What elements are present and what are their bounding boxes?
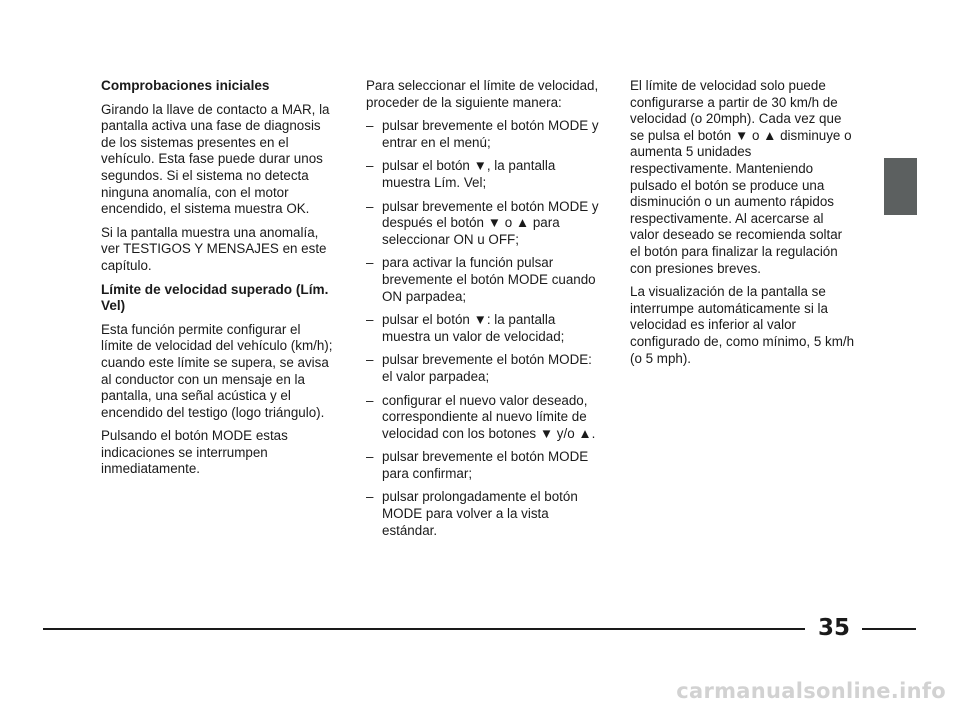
steps-list — [366, 118, 602, 539]
page-number: 35 — [817, 615, 850, 641]
footer-rule-right — [862, 628, 916, 630]
column-left — [101, 78, 333, 485]
list-item: – pulsar el botón ▼, la pantalla muestra Lím. Vel; — [366, 158, 602, 191]
paragraph: Girando la llave de contacto a MAR, la pantalla activa una fase de diagnosis de los sistemas presentes en el vehículo. Esta fase puede durar unos segundos. Si el sistema no detecta ninguna anomalía, con el motor encendido, el sistema muestra OK. — [101, 101, 330, 217]
paragraph: El límite de velocidad solo puede configurarse a partir de 30 km/h de velocidad (o 20mph). Cada vez que se pulsa el botón ▼ o ▲ disminuye o aumenta 5 unidades respectivamente. Manteniendo pulsado el botón se produce una disminución o un aumento rápidos respectivamente. Al acercarse al valor deseado se recomienda soltar el botón para finalizar la regulación con presiones breves. — [630, 78, 852, 276]
list-item: – pulsar brevemente el botón MODE y entrar en el menú; — [366, 118, 602, 151]
footer-rule-left — [43, 628, 805, 630]
list-item: – pulsar brevemente el botón MODE y después el botón ▼ o ▲ para seleccionar ON u OFF; — [366, 199, 602, 249]
list-item: – pulsar el botón ▼: la pantalla muestra un valor de velocidad; — [366, 312, 602, 345]
list-item: – pulsar prolongadamente el botón MODE para volver a la vista estándar. — [366, 489, 602, 539]
column-middle — [366, 78, 602, 546]
paragraph: La visualización de la pantalla se interrumpe automáticamente si la velocidad es inferior al valor configurado de, como mínimo, 5 km/h (o 5 mph). — [630, 284, 855, 366]
list-item: – pulsar brevemente el botón MODE para confirmar; — [366, 449, 602, 482]
list-item: – configurar el nuevo valor deseado, correspondiente al nuevo límite de velocidad con los botones ▼ y/o ▲. — [366, 393, 602, 443]
chapter-tab — [884, 158, 917, 215]
paragraph: Si la pantalla muestra una anomalía, ver TESTIGOS Y MENSAJES en este capítulo. — [101, 224, 327, 273]
watermark: carmanualsonline.info — [676, 679, 946, 703]
paragraph: Esta función permite configurar el límite de velocidad del vehículo (km/h); cuando este límite se supera, se avisa al conductor con un mensaje en la pantalla, una señal acústica y el encendido del testigo (logo triángulo). — [101, 321, 333, 420]
heading-speed-limit: Límite de velocidad superado (Lím. Vel) — [101, 281, 329, 314]
list-item: – pulsar brevemente el botón MODE: el valor parpadea; — [366, 352, 602, 385]
heading-initial-checks: Comprobaciones iniciales — [101, 78, 270, 93]
paragraph-intro: Para seleccionar el límite de velocidad, proceder de la siguiente manera: — [366, 78, 599, 110]
column-right — [630, 78, 856, 374]
paragraph: Pulsando el botón MODE estas indicaciones se interrumpen inmediatamente. — [101, 428, 288, 477]
list-item: – para activar la función pulsar brevemente el botón MODE cuando ON parpadea; — [366, 255, 602, 305]
